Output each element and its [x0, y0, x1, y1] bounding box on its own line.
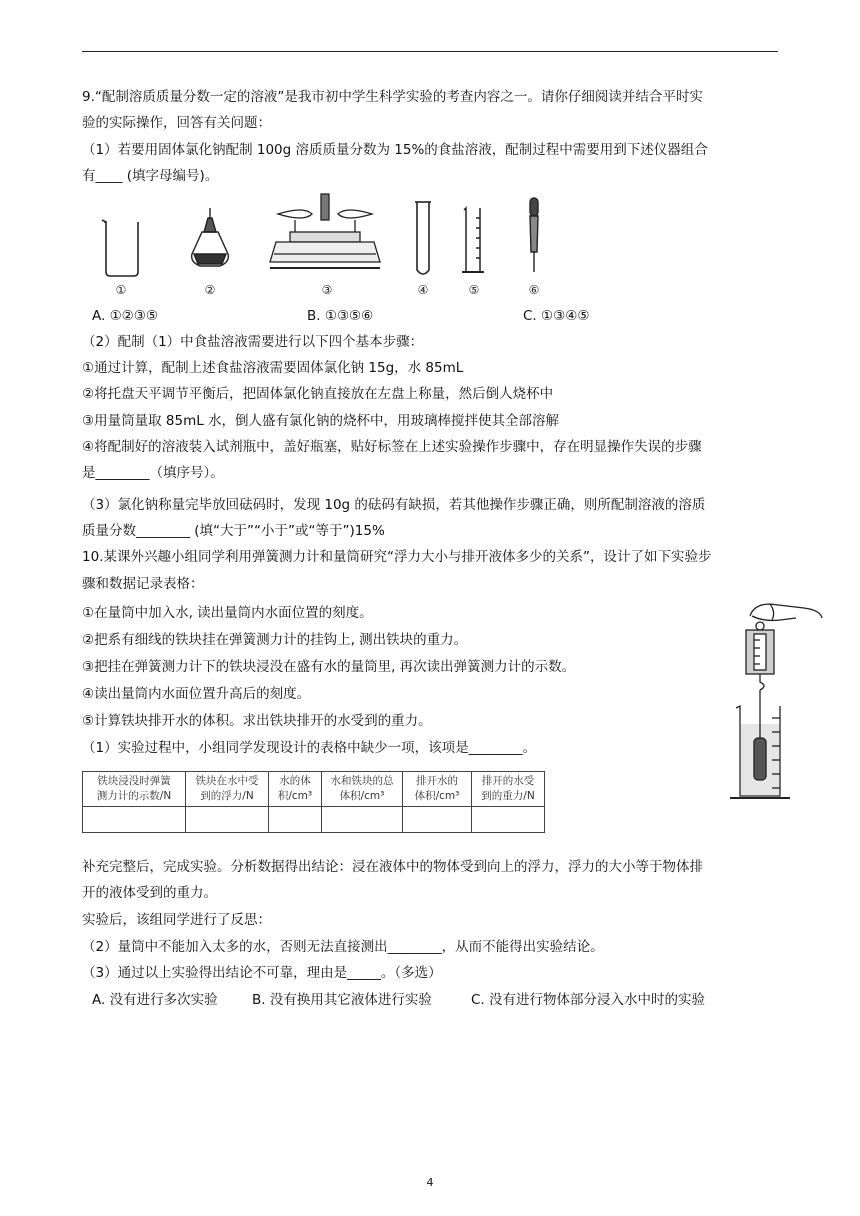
- table-header-cell: 铁块在水中受 到的浮力/N: [186, 772, 269, 807]
- apparatus-figure: [90, 192, 560, 300]
- q9-option-c[interactable]: C. ①③④⑤: [523, 308, 590, 324]
- q9-step1: ①通过计算，配制上述食盐溶液需要固体氯化钠 15g，水 85mL: [82, 360, 464, 376]
- q9-part1-line2: 有____ (填字母编号)。: [82, 168, 219, 184]
- q10-step1: ①在量筒中加入水, 读出量筒内水面位置的刻度。: [82, 605, 373, 621]
- header-rule: [82, 51, 778, 52]
- table-cell[interactable]: [186, 807, 269, 833]
- graduated-cylinder-icon: [730, 690, 790, 798]
- q10-conclusion-line2: 开的液体受到的重力。: [82, 885, 217, 901]
- spring-scale-icon: [746, 622, 774, 690]
- alcohol-lamp-icon: [192, 208, 229, 266]
- table-header-cell: 水的体 积/cm³: [269, 772, 322, 807]
- q10-option-c[interactable]: C. 没有进行物体部分浸入水中时的实验: [471, 992, 706, 1008]
- apparatus-label-6: ⑥: [528, 283, 540, 297]
- table-header-cell: 排开水的 体积/cm³: [403, 772, 472, 807]
- table-cell[interactable]: [83, 807, 186, 833]
- q10-reflection: 实验后，该组同学进行了反思：: [82, 912, 271, 928]
- q10-option-a[interactable]: A. 没有进行多次实验: [92, 992, 218, 1008]
- q9-option-b[interactable]: B. ①③⑤⑥: [307, 308, 374, 324]
- table-header-cell: 铁块浸没时弹簧 测力计的示数/N: [83, 772, 186, 807]
- q10-option-b[interactable]: B. 没有换用其它液体进行实验: [252, 992, 432, 1008]
- table-row: [83, 807, 545, 833]
- q10-step5: ⑤计算铁块排开水的体积。求出铁块排开的水受到的重力。: [82, 713, 432, 729]
- q9-step4-line1: ④将配制好的溶液装入试剂瓶中，盖好瓶塞，贴好标签在上述实验操作步骤中，存在明显操作失误的步骤: [82, 439, 702, 455]
- q10-step2: ②把系有细线的铁块挂在弹簧测力计的挂钩上, 测出铁块的重力。: [82, 632, 468, 648]
- table-cell[interactable]: [472, 807, 545, 833]
- q9-part1-line1: （1）若要用固体氯化钠配制 100g 溶质质量分数为 15%的食盐溶液，配制过程中需要用到下述仪器组合: [82, 142, 708, 158]
- test-tube-icon: [415, 202, 431, 274]
- q9-stem-line2: 验的实际操作，回答有关问题：: [82, 115, 271, 131]
- q9-step4-line2: 是________（填序号）。: [82, 465, 224, 481]
- apparatus-label-2: ②: [204, 283, 216, 297]
- graduated-cylinder-icon: [462, 208, 484, 272]
- q9-stem-line1: 9.“配制溶质质量分数一定的溶液”是我市初中学生科学实验的考查内容之一。请你仔细阅读并结合平时实: [82, 89, 703, 105]
- q10-part2: （2）量筒中不能加入太多的水，否则无法直接测出________，从而不能得出实验结论。: [82, 939, 604, 955]
- page-number: 4: [426, 1176, 434, 1189]
- q10-stem-line1: 10.某课外兴趣小组同学利用弹簧测力计和量筒研究“浮力大小与排开液体多少的关系”，设计了如下实验步: [82, 549, 712, 565]
- q9-part3-line1: （3）氯化钠称量完毕放回砝码时，发现 10g 的砝码有缺损，若其他操作步骤正确，则所配制溶液的溶质: [82, 497, 706, 513]
- q10-stem-line2: 骤和数据记录表格：: [82, 576, 204, 592]
- table-cell[interactable]: [403, 807, 472, 833]
- data-record-table: [82, 771, 545, 833]
- table-cell[interactable]: [322, 807, 403, 833]
- apparatus-label-1: ①: [115, 283, 127, 297]
- q9-step3: ③用量筒量取 85mL 水，倒人盛有氯化钠的烧杯中，用玻璃棒搅拌使其全部溶解: [82, 413, 560, 429]
- q9-part2-intro: （2）配制（1）中食盐溶液需要进行以下四个基本步骤：: [82, 334, 424, 350]
- q9-option-a[interactable]: A. ①②③⑤: [92, 308, 158, 324]
- q10-step3: ③把挂在弹簧测力计下的铁块浸没在盛有水的量筒里, 再次读出弹簧测力计的示数。: [82, 659, 576, 675]
- apparatus-label-5: ⑤: [468, 283, 480, 297]
- balance-scale-icon: [270, 194, 380, 268]
- dropper-icon: [530, 198, 538, 272]
- q9-step2: ②将托盘天平调节平衡后，把固体氯化钠直接放在左盘上称量，然后倒人烧杯中: [82, 386, 554, 402]
- table-header-cell: 排开的水受 到的重力/N: [472, 772, 545, 807]
- q10-part3: （3）通过以上实验得出结论不可靠，理由是_____。（多选）: [82, 965, 442, 981]
- hand-icon: [750, 604, 822, 621]
- q10-step4: ④读出量筒内水面位置升高后的刻度。: [82, 686, 311, 702]
- table-cell[interactable]: [269, 807, 322, 833]
- table-header-row: [83, 772, 545, 807]
- apparatus-label-3: ③: [321, 283, 333, 297]
- beaker-icon: [102, 220, 138, 276]
- q10-part1: （1）实验过程中，小组同学发现设计的表格中缺少一项，该项是________。: [82, 740, 537, 756]
- q9-part3-line2: 质量分数________ (填“大于”“小于”或“等于”)15%: [82, 523, 385, 539]
- q10-conclusion-line1: 补充完整后，完成实验。分析数据得出结论：浸在液体中的物体受到向上的浮力，浮力的大小等于物体排: [82, 859, 703, 875]
- spring-scale-figure: [724, 598, 824, 808]
- apparatus-label-4: ④: [417, 283, 429, 297]
- table-header-cell: 水和铁块的总 体积/cm³: [322, 772, 403, 807]
